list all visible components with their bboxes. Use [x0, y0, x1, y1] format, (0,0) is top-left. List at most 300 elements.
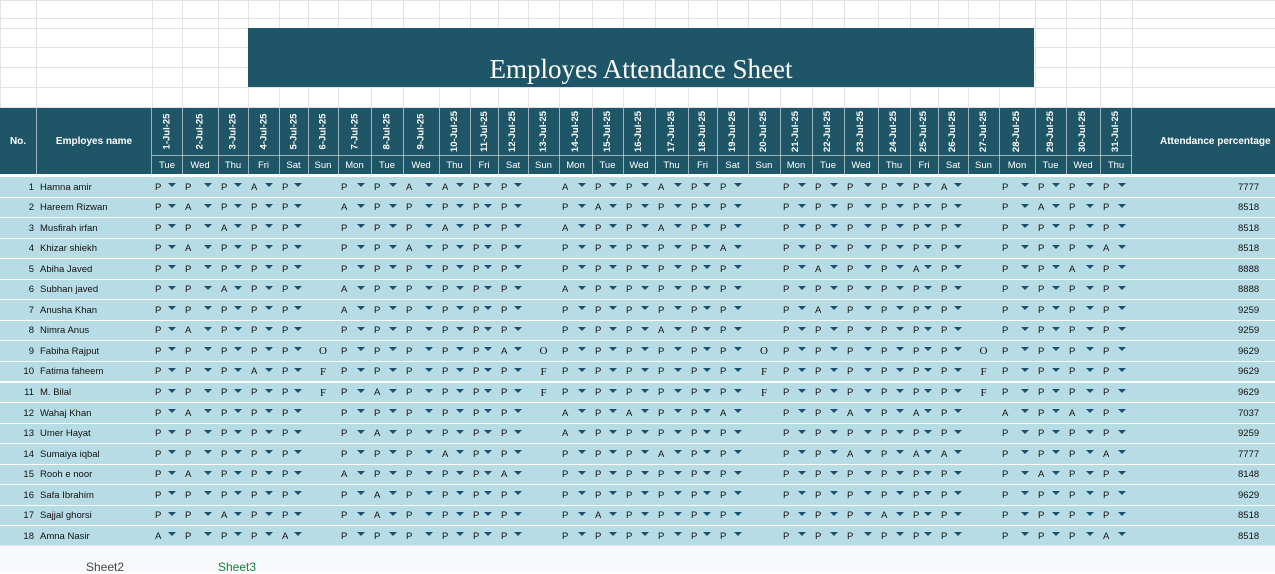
attendance-cell[interactable]: P — [559, 239, 592, 259]
dropdown-arrow-icon[interactable] — [864, 306, 872, 310]
dropdown-arrow-icon[interactable] — [357, 327, 365, 331]
dropdown-arrow-icon[interactable] — [357, 532, 365, 536]
attendance-cell[interactable]: P — [1066, 362, 1100, 382]
attendance-cell[interactable]: P — [182, 280, 218, 300]
dropdown-arrow-icon[interactable] — [864, 430, 872, 434]
attendance-cell[interactable]: A — [498, 341, 528, 361]
dropdown-arrow-icon[interactable] — [357, 389, 365, 393]
dropdown-arrow-icon[interactable] — [294, 512, 302, 516]
dropdown-arrow-icon[interactable] — [1086, 491, 1094, 495]
attendance-cell[interactable]: P — [1100, 465, 1132, 485]
attendance-cell[interactable]: P — [688, 177, 717, 197]
attendance-cell[interactable]: P — [470, 280, 498, 300]
attendance-cell[interactable]: P — [152, 465, 182, 485]
dropdown-arrow-icon[interactable] — [641, 532, 649, 536]
attendance-cell[interactable]: P — [910, 506, 938, 526]
attendance-cell[interactable]: P — [878, 444, 910, 464]
attendance-cell[interactable]: P — [717, 321, 748, 341]
attendance-cell[interactable]: A — [371, 485, 403, 505]
attendance-cell[interactable]: P — [559, 526, 592, 545]
dropdown-arrow-icon[interactable] — [357, 265, 365, 269]
attendance-cell[interactable]: A — [248, 362, 279, 382]
dropdown-arrow-icon[interactable] — [641, 224, 649, 228]
dropdown-arrow-icon[interactable] — [830, 347, 838, 351]
attendance-cell[interactable]: P — [655, 341, 688, 361]
attendance-cell[interactable]: P — [439, 506, 470, 526]
attendance-cell[interactable]: P — [910, 424, 938, 444]
dropdown-arrow-icon[interactable] — [830, 306, 838, 310]
attendance-cell[interactable]: P — [470, 300, 498, 320]
attendance-cell[interactable]: P — [1100, 280, 1132, 300]
attendance-cell[interactable]: P — [655, 506, 688, 526]
attendance-cell[interactable]: P — [218, 321, 248, 341]
dropdown-arrow-icon[interactable] — [294, 265, 302, 269]
empty-cell[interactable] — [308, 526, 338, 545]
attendance-cell[interactable]: P — [688, 526, 717, 545]
attendance-cell[interactable]: P — [623, 259, 655, 279]
dropdown-arrow-icon[interactable] — [357, 471, 365, 475]
attendance-cell[interactable]: P — [182, 259, 218, 279]
empty-cell[interactable] — [528, 424, 559, 444]
dropdown-arrow-icon[interactable] — [1052, 245, 1060, 249]
dropdown-arrow-icon[interactable] — [798, 327, 806, 331]
dropdown-arrow-icon[interactable] — [954, 409, 962, 413]
dropdown-arrow-icon[interactable] — [896, 491, 904, 495]
attendance-cell[interactable]: P — [338, 424, 371, 444]
attendance-cell[interactable]: A — [338, 198, 371, 218]
attendance-cell[interactable]: P — [218, 259, 248, 279]
attendance-cell[interactable]: P — [999, 506, 1035, 526]
dropdown-arrow-icon[interactable] — [674, 347, 682, 351]
dropdown-arrow-icon[interactable] — [864, 347, 872, 351]
empty-cell[interactable] — [528, 177, 559, 197]
dropdown-arrow-icon[interactable] — [265, 389, 273, 393]
dropdown-arrow-icon[interactable] — [456, 327, 464, 331]
attendance-cell[interactable]: A — [338, 300, 371, 320]
attendance-cell[interactable]: P — [218, 341, 248, 361]
dropdown-arrow-icon[interactable] — [204, 430, 212, 434]
attendance-cell[interactable]: P — [1066, 444, 1100, 464]
dropdown-arrow-icon[interactable] — [1021, 409, 1029, 413]
dropdown-arrow-icon[interactable] — [578, 204, 586, 208]
attendance-cell[interactable]: P — [688, 198, 717, 218]
dropdown-arrow-icon[interactable] — [798, 532, 806, 536]
attendance-cell[interactable]: P — [279, 465, 308, 485]
dropdown-arrow-icon[interactable] — [896, 306, 904, 310]
dropdown-arrow-icon[interactable] — [609, 532, 617, 536]
dropdown-arrow-icon[interactable] — [578, 471, 586, 475]
attendance-cell[interactable]: A — [403, 239, 439, 259]
attendance-cell[interactable]: A — [592, 506, 623, 526]
dropdown-arrow-icon[interactable] — [1021, 204, 1029, 208]
dropdown-arrow-icon[interactable] — [425, 512, 433, 516]
attendance-cell[interactable]: A — [910, 444, 938, 464]
dropdown-arrow-icon[interactable] — [798, 430, 806, 434]
attendance-cell[interactable]: P — [498, 280, 528, 300]
attendance-cell[interactable]: P — [279, 506, 308, 526]
attendance-cell[interactable]: P — [688, 239, 717, 259]
attendance-cell[interactable]: A — [498, 465, 528, 485]
dropdown-arrow-icon[interactable] — [234, 306, 242, 310]
empty-cell[interactable] — [968, 280, 999, 300]
dropdown-arrow-icon[interactable] — [1086, 368, 1094, 372]
attendance-cell[interactable]: P — [403, 465, 439, 485]
dropdown-arrow-icon[interactable] — [425, 306, 433, 310]
dropdown-arrow-icon[interactable] — [609, 512, 617, 516]
attendance-cell[interactable]: P — [338, 259, 371, 279]
attendance-percentage[interactable]: 9629 — [1238, 366, 1260, 378]
attendance-cell[interactable]: P — [812, 526, 844, 545]
attendance-cell[interactable]: P — [844, 341, 878, 361]
attendance-cell[interactable]: P — [338, 341, 371, 361]
empty-cell[interactable] — [968, 403, 999, 423]
dropdown-arrow-icon[interactable] — [357, 183, 365, 187]
dropdown-arrow-icon[interactable] — [578, 347, 586, 351]
attendance-cell[interactable]: P — [559, 321, 592, 341]
dropdown-arrow-icon[interactable] — [389, 224, 397, 228]
attendance-cell[interactable]: P — [559, 383, 592, 403]
dropdown-arrow-icon[interactable] — [357, 286, 365, 290]
dropdown-arrow-icon[interactable] — [389, 327, 397, 331]
dropdown-arrow-icon[interactable] — [294, 450, 302, 454]
dropdown-arrow-icon[interactable] — [674, 265, 682, 269]
dropdown-arrow-icon[interactable] — [798, 389, 806, 393]
dropdown-arrow-icon[interactable] — [1052, 286, 1060, 290]
dropdown-arrow-icon[interactable] — [168, 347, 176, 351]
empty-cell[interactable] — [968, 444, 999, 464]
attendance-cell[interactable]: P — [717, 341, 748, 361]
empty-cell[interactable] — [748, 444, 780, 464]
dropdown-arrow-icon[interactable] — [896, 471, 904, 475]
dropdown-arrow-icon[interactable] — [954, 224, 962, 228]
dropdown-arrow-icon[interactable] — [896, 327, 904, 331]
dropdown-arrow-icon[interactable] — [896, 368, 904, 372]
dropdown-arrow-icon[interactable] — [798, 368, 806, 372]
dropdown-arrow-icon[interactable] — [1086, 389, 1094, 393]
dropdown-arrow-icon[interactable] — [168, 306, 176, 310]
attendance-cell[interactable]: P — [1100, 321, 1132, 341]
dropdown-arrow-icon[interactable] — [924, 286, 932, 290]
dropdown-arrow-icon[interactable] — [514, 532, 522, 536]
dropdown-arrow-icon[interactable] — [1086, 245, 1094, 249]
attendance-cell[interactable]: P — [152, 444, 182, 464]
dropdown-arrow-icon[interactable] — [514, 430, 522, 434]
attendance-cell[interactable]: P — [592, 424, 623, 444]
dropdown-arrow-icon[interactable] — [204, 306, 212, 310]
attendance-cell[interactable]: P — [999, 177, 1035, 197]
empty-cell[interactable] — [968, 177, 999, 197]
attendance-cell[interactable]: P — [498, 300, 528, 320]
attendance-cell[interactable]: P — [910, 485, 938, 505]
dropdown-arrow-icon[interactable] — [609, 265, 617, 269]
dropdown-arrow-icon[interactable] — [1052, 532, 1060, 536]
attendance-cell[interactable]: P — [218, 485, 248, 505]
dropdown-arrow-icon[interactable] — [641, 512, 649, 516]
dropdown-arrow-icon[interactable] — [265, 306, 273, 310]
attendance-cell[interactable]: P — [279, 300, 308, 320]
dropdown-arrow-icon[interactable] — [609, 368, 617, 372]
empty-cell[interactable] — [308, 177, 338, 197]
dropdown-arrow-icon[interactable] — [265, 450, 273, 454]
attendance-cell[interactable]: P — [878, 321, 910, 341]
attendance-cell[interactable]: P — [780, 239, 812, 259]
attendance-cell[interactable]: P — [878, 403, 910, 423]
dropdown-arrow-icon[interactable] — [578, 327, 586, 331]
attendance-cell[interactable]: P — [844, 526, 878, 545]
dropdown-arrow-icon[interactable] — [294, 204, 302, 208]
dropdown-arrow-icon[interactable] — [674, 224, 682, 228]
dropdown-arrow-icon[interactable] — [168, 430, 176, 434]
dropdown-arrow-icon[interactable] — [425, 491, 433, 495]
dropdown-arrow-icon[interactable] — [609, 224, 617, 228]
attendance-cell[interactable]: P — [371, 177, 403, 197]
dropdown-arrow-icon[interactable] — [514, 306, 522, 310]
attendance-cell[interactable]: A — [371, 424, 403, 444]
dropdown-arrow-icon[interactable] — [641, 183, 649, 187]
attendance-cell[interactable]: A — [182, 239, 218, 259]
attendance-cell[interactable]: P — [218, 383, 248, 403]
dropdown-arrow-icon[interactable] — [234, 265, 242, 269]
attendance-cell[interactable]: A — [439, 218, 470, 238]
attendance-cell[interactable]: A — [717, 403, 748, 423]
dropdown-arrow-icon[interactable] — [1052, 204, 1060, 208]
dropdown-arrow-icon[interactable] — [389, 532, 397, 536]
attendance-percentage[interactable]: 8888 — [1238, 284, 1260, 296]
dropdown-arrow-icon[interactable] — [1021, 389, 1029, 393]
empty-cell[interactable] — [968, 259, 999, 279]
attendance-cell[interactable]: P — [655, 465, 688, 485]
attendance-cell[interactable]: P — [717, 198, 748, 218]
employee-name[interactable]: Fatima faheem — [40, 366, 104, 378]
empty-cell[interactable] — [308, 465, 338, 485]
dropdown-arrow-icon[interactable] — [204, 327, 212, 331]
dropdown-arrow-icon[interactable] — [609, 471, 617, 475]
attendance-cell[interactable]: P — [470, 403, 498, 423]
employee-name[interactable]: Rooh e noor — [40, 469, 93, 481]
attendance-cell[interactable]: A — [559, 424, 592, 444]
empty-cell[interactable] — [968, 218, 999, 238]
attendance-cell[interactable]: P — [218, 177, 248, 197]
attendance-cell[interactable]: P — [688, 465, 717, 485]
dropdown-arrow-icon[interactable] — [954, 327, 962, 331]
dropdown-arrow-icon[interactable] — [924, 471, 932, 475]
empty-cell[interactable] — [528, 403, 559, 423]
dropdown-arrow-icon[interactable] — [1052, 347, 1060, 351]
attendance-cell[interactable]: P — [592, 341, 623, 361]
dropdown-arrow-icon[interactable] — [234, 532, 242, 536]
dropdown-arrow-icon[interactable] — [703, 183, 711, 187]
dropdown-arrow-icon[interactable] — [1052, 512, 1060, 516]
attendance-cell[interactable]: P — [498, 321, 528, 341]
attendance-percentage[interactable]: 7037 — [1238, 407, 1260, 419]
dropdown-arrow-icon[interactable] — [484, 430, 492, 434]
dropdown-arrow-icon[interactable] — [578, 430, 586, 434]
dropdown-arrow-icon[interactable] — [830, 471, 838, 475]
attendance-cell[interactable]: P — [248, 465, 279, 485]
attendance-cell[interactable]: P — [592, 383, 623, 403]
attendance-cell[interactable]: P — [371, 239, 403, 259]
attendance-cell[interactable]: P — [371, 465, 403, 485]
attendance-cell[interactable]: P — [439, 198, 470, 218]
dropdown-arrow-icon[interactable] — [484, 512, 492, 516]
dropdown-arrow-icon[interactable] — [425, 204, 433, 208]
dropdown-arrow-icon[interactable] — [609, 327, 617, 331]
holiday-cell[interactable]: F — [319, 365, 327, 378]
attendance-cell[interactable]: P — [371, 444, 403, 464]
dropdown-arrow-icon[interactable] — [609, 491, 617, 495]
attendance-cell[interactable]: P — [780, 300, 812, 320]
attendance-cell[interactable]: P — [152, 485, 182, 505]
attendance-cell[interactable]: A — [655, 444, 688, 464]
attendance-cell[interactable]: P — [403, 485, 439, 505]
dropdown-arrow-icon[interactable] — [514, 245, 522, 249]
dropdown-arrow-icon[interactable] — [1052, 450, 1060, 454]
dropdown-arrow-icon[interactable] — [234, 368, 242, 372]
dropdown-arrow-icon[interactable] — [234, 389, 242, 393]
attendance-cell[interactable]: P — [910, 218, 938, 238]
dropdown-arrow-icon[interactable] — [1021, 245, 1029, 249]
empty-cell[interactable] — [308, 403, 338, 423]
attendance-cell[interactable]: P — [1100, 218, 1132, 238]
dropdown-arrow-icon[interactable] — [864, 389, 872, 393]
attendance-cell[interactable]: P — [498, 198, 528, 218]
dropdown-arrow-icon[interactable] — [1118, 409, 1126, 413]
dropdown-arrow-icon[interactable] — [514, 204, 522, 208]
attendance-cell[interactable]: P — [498, 239, 528, 259]
dropdown-arrow-icon[interactable] — [168, 204, 176, 208]
attendance-cell[interactable]: P — [812, 424, 844, 444]
dropdown-arrow-icon[interactable] — [674, 245, 682, 249]
attendance-cell[interactable]: P — [248, 403, 279, 423]
dropdown-arrow-icon[interactable] — [924, 306, 932, 310]
dropdown-arrow-icon[interactable] — [734, 389, 742, 393]
attendance-cell[interactable]: A — [1100, 526, 1132, 545]
empty-cell[interactable] — [308, 424, 338, 444]
attendance-cell[interactable]: P — [655, 526, 688, 545]
dropdown-arrow-icon[interactable] — [168, 532, 176, 536]
dropdown-arrow-icon[interactable] — [641, 368, 649, 372]
attendance-cell[interactable]: P — [152, 362, 182, 382]
employee-name[interactable]: Hamna amir — [40, 181, 92, 193]
dropdown-arrow-icon[interactable] — [425, 389, 433, 393]
attendance-cell[interactable]: P — [655, 300, 688, 320]
dropdown-arrow-icon[interactable] — [265, 204, 273, 208]
dropdown-arrow-icon[interactable] — [456, 491, 464, 495]
attendance-cell[interactable]: P — [623, 300, 655, 320]
attendance-cell[interactable]: P — [878, 198, 910, 218]
dropdown-arrow-icon[interactable] — [294, 306, 302, 310]
attendance-cell[interactable]: P — [717, 506, 748, 526]
dropdown-arrow-icon[interactable] — [896, 389, 904, 393]
attendance-cell[interactable]: P — [844, 280, 878, 300]
attendance-cell[interactable]: P — [439, 239, 470, 259]
attendance-cell[interactable]: P — [439, 485, 470, 505]
dropdown-arrow-icon[interactable] — [674, 204, 682, 208]
dropdown-arrow-icon[interactable] — [954, 245, 962, 249]
dropdown-arrow-icon[interactable] — [294, 532, 302, 536]
attendance-cell[interactable]: P — [592, 526, 623, 545]
dropdown-arrow-icon[interactable] — [954, 347, 962, 351]
dropdown-arrow-icon[interactable] — [234, 245, 242, 249]
attendance-cell[interactable]: P — [780, 218, 812, 238]
attendance-cell[interactable]: P — [717, 218, 748, 238]
dropdown-arrow-icon[interactable] — [896, 265, 904, 269]
attendance-cell[interactable]: P — [812, 280, 844, 300]
dropdown-arrow-icon[interactable] — [896, 409, 904, 413]
dropdown-arrow-icon[interactable] — [954, 430, 962, 434]
dropdown-arrow-icon[interactable] — [674, 409, 682, 413]
dropdown-arrow-icon[interactable] — [389, 409, 397, 413]
attendance-cell[interactable]: P — [152, 259, 182, 279]
dropdown-arrow-icon[interactable] — [425, 286, 433, 290]
dropdown-arrow-icon[interactable] — [734, 306, 742, 310]
dropdown-arrow-icon[interactable] — [1021, 347, 1029, 351]
attendance-cell[interactable]: P — [403, 300, 439, 320]
dropdown-arrow-icon[interactable] — [1086, 183, 1094, 187]
dropdown-arrow-icon[interactable] — [357, 430, 365, 434]
attendance-cell[interactable]: A — [218, 506, 248, 526]
dropdown-arrow-icon[interactable] — [641, 471, 649, 475]
dropdown-arrow-icon[interactable] — [798, 183, 806, 187]
dropdown-arrow-icon[interactable] — [830, 532, 838, 536]
attendance-cell[interactable]: P — [878, 485, 910, 505]
attendance-cell[interactable]: A — [717, 239, 748, 259]
dropdown-arrow-icon[interactable] — [168, 265, 176, 269]
dropdown-arrow-icon[interactable] — [484, 409, 492, 413]
dropdown-arrow-icon[interactable] — [578, 450, 586, 454]
dropdown-arrow-icon[interactable] — [674, 471, 682, 475]
attendance-cell[interactable]: P — [470, 239, 498, 259]
dropdown-arrow-icon[interactable] — [456, 306, 464, 310]
dropdown-arrow-icon[interactable] — [798, 471, 806, 475]
attendance-cell[interactable]: P — [559, 485, 592, 505]
dropdown-arrow-icon[interactable] — [168, 409, 176, 413]
attendance-cell[interactable]: P — [470, 526, 498, 545]
dropdown-arrow-icon[interactable] — [1052, 389, 1060, 393]
dropdown-arrow-icon[interactable] — [484, 224, 492, 228]
dropdown-arrow-icon[interactable] — [425, 409, 433, 413]
empty-cell[interactable] — [748, 280, 780, 300]
attendance-cell[interactable]: P — [1100, 198, 1132, 218]
attendance-cell[interactable]: A — [403, 177, 439, 197]
attendance-cell[interactable]: A — [844, 444, 878, 464]
attendance-cell[interactable]: P — [878, 341, 910, 361]
attendance-cell[interactable]: P — [182, 506, 218, 526]
dropdown-arrow-icon[interactable] — [294, 224, 302, 228]
dropdown-arrow-icon[interactable] — [294, 245, 302, 249]
dropdown-arrow-icon[interactable] — [896, 512, 904, 516]
dropdown-arrow-icon[interactable] — [514, 183, 522, 187]
dropdown-arrow-icon[interactable] — [265, 532, 273, 536]
attendance-cell[interactable]: P — [498, 424, 528, 444]
dropdown-arrow-icon[interactable] — [703, 512, 711, 516]
attendance-cell[interactable]: P — [338, 177, 371, 197]
attendance-cell[interactable]: A — [812, 259, 844, 279]
dropdown-arrow-icon[interactable] — [1086, 532, 1094, 536]
attendance-cell[interactable]: P — [403, 424, 439, 444]
dropdown-arrow-icon[interactable] — [1118, 327, 1126, 331]
attendance-cell[interactable]: A — [559, 218, 592, 238]
attendance-cell[interactable]: P — [780, 280, 812, 300]
dropdown-arrow-icon[interactable] — [357, 347, 365, 351]
dropdown-arrow-icon[interactable] — [265, 224, 273, 228]
attendance-cell[interactable]: P — [338, 506, 371, 526]
attendance-cell[interactable]: P — [844, 485, 878, 505]
attendance-cell[interactable]: P — [338, 444, 371, 464]
dropdown-arrow-icon[interactable] — [1086, 450, 1094, 454]
attendance-cell[interactable]: P — [1066, 526, 1100, 545]
dropdown-arrow-icon[interactable] — [641, 430, 649, 434]
